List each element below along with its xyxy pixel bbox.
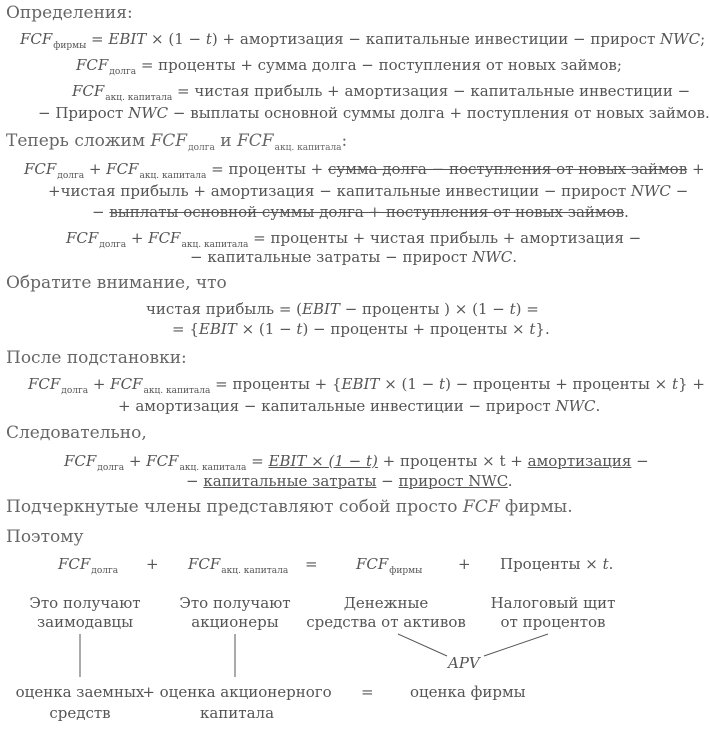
therefore-line-2: − капитальные затраты − прирост NWC.: [186, 472, 513, 490]
label-tax-shield-1: Налоговый щит: [490, 594, 616, 612]
sum-result-1: $FCF_{долга} + FCF_{акц. капитала}$ = проценты + чистая прибыль + амортизация −: [66, 229, 642, 250]
firm-value: оценка фирмы: [410, 683, 526, 701]
label-shareholders-2: акционеры: [191, 613, 279, 631]
sum-line-3: − выплаты основной суммы долга + поступления от новых займов.: [92, 203, 629, 221]
net-income-line-2: = {EBIT × (1 − t) − проценты + проценты × t}.: [172, 320, 550, 338]
formula-fcf-debt: $FCF_{долга}$ = проценты + сумма долга − поступления от новых займов;: [76, 56, 622, 77]
label-lenders-1: Это получают: [29, 594, 141, 612]
sum-result-2: − капитальные затраты − прирост NWC.: [190, 248, 517, 266]
row-plus-2: +: [458, 555, 471, 573]
debt-value-1: оценка заемных: [15, 683, 145, 701]
label-tax-shield-2: от процентов: [500, 613, 606, 631]
equity-value-2: капитала: [199, 704, 275, 722]
bottom-equals: =: [361, 683, 374, 701]
heading-substitution: После подстановки:: [6, 348, 187, 368]
heading-definitions: Определения:: [6, 3, 133, 23]
row-plus-1: +: [146, 555, 159, 573]
label-lenders-2: заимодавцы: [36, 613, 134, 631]
apv-label: APV: [448, 654, 480, 672]
connector-assets-apv: [398, 634, 447, 656]
underlined-terms-note: Подчеркнутые члены представляют собой просто FCF фирмы.: [6, 497, 573, 517]
heading-hence: Поэтому: [6, 527, 84, 547]
formula-fcf-equity-cont: − Прирост NWC − выплаты основной суммы долга + поступления от новых займов.: [38, 104, 710, 122]
row-fcf-debt: $FCF_{долга}$: [58, 555, 119, 576]
heading-note: Обратите внимание, что: [6, 273, 227, 293]
row-equals: =: [305, 555, 318, 573]
heading-therefore: Следовательно,: [6, 423, 147, 443]
row-fcf-firm: $FCF_{фирмы}$: [356, 555, 423, 576]
heading-sum: Теперь сложим $FCF_{долга}$ и $FCF_{акц. капитала}$:: [6, 131, 348, 153]
formula-fcf-equity: $FCF_{акц. капитала}$ = чистая прибыль + амортизация − капитальные инвестиции −: [72, 82, 691, 103]
connector-taxshield-apv: [484, 634, 548, 656]
label-asset-cash-2: средства от активов: [306, 613, 466, 631]
equity-value-1: + оценка акционерного: [142, 683, 332, 701]
label-asset-cash-1: Денежные: [343, 594, 429, 612]
sum-line-2: +чистая прибыль + амортизация − капитальные инвестиции − прирост NWC −: [48, 182, 689, 200]
substitution-line-1: $FCF_{долга} + FCF_{акц. капитала}$ = проценты + {EBIT × (1 − t) − проценты + проценты × t} +: [28, 375, 705, 396]
label-shareholders-1: Это получают: [179, 594, 291, 612]
substitution-line-2: + амортизация − капитальные инвестиции − прирост NWC.: [118, 397, 601, 415]
sum-line-1: $FCF_{долга} + FCF_{акц. капитала}$ = проценты + сумма долга − поступления от новых займов +: [24, 160, 705, 181]
net-income-line-1: чистая прибыль = (EBIT − проценты ) × (1 − t) =: [146, 300, 539, 318]
debt-value-2: средств: [49, 704, 111, 722]
row-interest-tax: Проценты × t.: [500, 555, 614, 573]
therefore-line-1: $FCF_{долга} + FCF_{акц. капитала}$ = EBIT × (1 − t) + проценты × t + амортизация −: [64, 452, 649, 473]
row-fcf-equity: $FCF_{акц. капитала}$: [188, 555, 289, 576]
formula-fcf-firm: $FCF_{фирмы}$ = EBIT × (1 − t) + амортизация − капитальные инвестиции − прирост NWC;: [20, 30, 706, 51]
